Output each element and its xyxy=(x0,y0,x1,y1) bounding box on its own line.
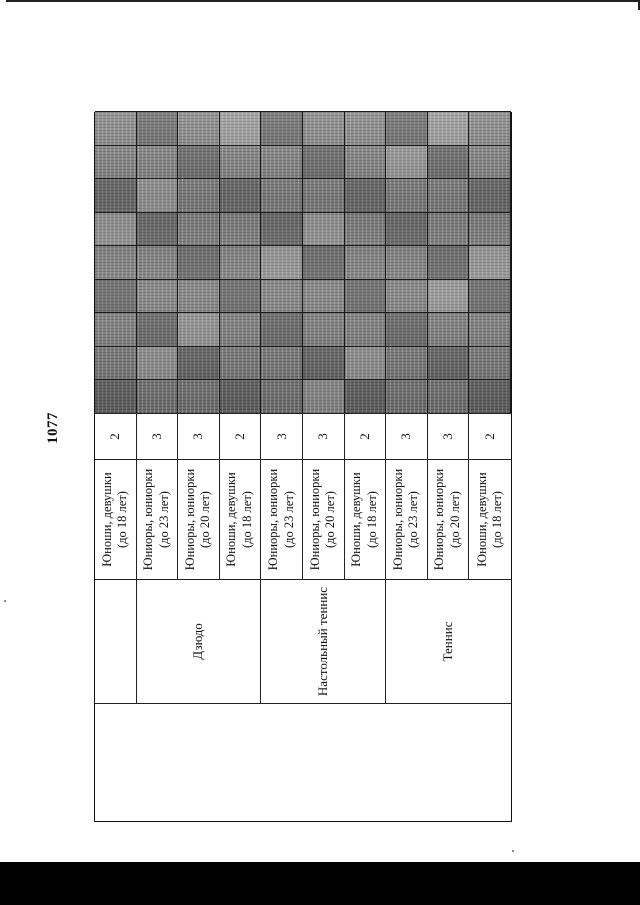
redacted-cell xyxy=(95,379,137,413)
redacted-cell xyxy=(428,212,470,246)
redacted-cell xyxy=(303,279,345,313)
redacted-cell xyxy=(428,379,470,413)
redacted-cell xyxy=(345,212,387,246)
redacted-cell xyxy=(261,145,303,179)
redacted-cell xyxy=(95,279,137,313)
redacted-cell xyxy=(95,212,137,246)
redacted-cell xyxy=(428,279,470,313)
redacted-cell xyxy=(428,346,470,380)
redacted-cell xyxy=(137,279,179,313)
redacted-cell xyxy=(220,379,262,413)
redacted-cell xyxy=(345,178,387,212)
redacted-cell xyxy=(345,245,387,279)
count-cell: 3 xyxy=(137,413,179,459)
redacted-cell xyxy=(178,379,220,413)
results-table xyxy=(94,112,512,822)
redacted-cell xyxy=(469,145,511,179)
redacted-cell xyxy=(137,379,179,413)
count-cell: 2 xyxy=(95,413,137,459)
redacted-cell xyxy=(303,111,345,145)
sport-name-cell: Настольный теннис xyxy=(261,579,386,703)
redacted-cell xyxy=(220,212,262,246)
count-cell: 3 xyxy=(303,413,345,459)
page-number: 1077 xyxy=(45,412,61,444)
redacted-cell xyxy=(345,346,387,380)
redacted-cell xyxy=(137,178,179,212)
scan-speck xyxy=(4,600,6,602)
redacted-cell xyxy=(469,379,511,413)
redacted-cell xyxy=(137,346,179,380)
redacted-cell xyxy=(261,111,303,145)
redacted-cell xyxy=(178,178,220,212)
redacted-cell xyxy=(261,279,303,313)
count-cell: 2 xyxy=(345,413,387,459)
redacted-cell xyxy=(261,212,303,246)
scan-top-border xyxy=(6,0,640,2)
redacted-cell xyxy=(137,111,179,145)
redacted-cell xyxy=(220,279,262,313)
redacted-cell xyxy=(261,379,303,413)
age-group-cell: Юниоры, юниорки (до 20 лет) xyxy=(428,459,470,579)
redacted-cell xyxy=(428,178,470,212)
sport-name-cell: Теннис xyxy=(386,579,511,703)
redacted-cell xyxy=(303,212,345,246)
redacted-cell xyxy=(95,145,137,179)
redacted-cell xyxy=(303,145,345,179)
redacted-cell xyxy=(428,111,470,145)
age-group-cell: Юноши, девушки (до 18 лет) xyxy=(220,459,262,579)
age-group-cell: Юноши, девушки (до 18 лет) xyxy=(345,459,387,579)
redacted-cell xyxy=(386,379,428,413)
redacted-cell xyxy=(220,312,262,346)
redacted-cell xyxy=(220,245,262,279)
count-cell: 3 xyxy=(386,413,428,459)
redacted-cell xyxy=(95,312,137,346)
redacted-cell xyxy=(469,346,511,380)
redacted-cell xyxy=(386,145,428,179)
redacted-cell xyxy=(261,178,303,212)
count-cell: 2 xyxy=(220,413,262,459)
redacted-cell xyxy=(303,178,345,212)
event-cell-blank xyxy=(95,703,511,821)
redacted-cell xyxy=(386,279,428,313)
redacted-cell xyxy=(178,212,220,246)
redacted-cell xyxy=(261,245,303,279)
redacted-cell xyxy=(428,145,470,179)
redacted-cell xyxy=(137,245,179,279)
redacted-cell xyxy=(303,245,345,279)
age-group-cell: Юниоры, юниорки (до 23 лет) xyxy=(137,459,179,579)
redacted-cell xyxy=(386,111,428,145)
redacted-cell xyxy=(137,212,179,246)
redacted-cell xyxy=(95,346,137,380)
redacted-cell xyxy=(386,178,428,212)
age-group-cell: Юниоры, юниорки (до 20 лет) xyxy=(303,459,345,579)
redacted-cell xyxy=(428,312,470,346)
sport-name-cell xyxy=(95,579,137,703)
count-cell: 3 xyxy=(428,413,470,459)
scan-speck xyxy=(512,850,514,852)
redacted-cell xyxy=(178,312,220,346)
redacted-cell xyxy=(261,312,303,346)
redacted-cell xyxy=(345,312,387,346)
redacted-cell xyxy=(178,245,220,279)
rotated-page-content xyxy=(45,112,512,822)
redacted-cell xyxy=(345,379,387,413)
redacted-cell xyxy=(220,346,262,380)
redacted-cell xyxy=(137,312,179,346)
redacted-cell xyxy=(345,279,387,313)
redacted-cell xyxy=(137,145,179,179)
redacted-cell xyxy=(303,312,345,346)
redacted-cell xyxy=(178,279,220,313)
redacted-cell xyxy=(469,212,511,246)
sport-name-cell: Дзюдо xyxy=(137,579,262,703)
age-group-cell: Юниоры, юниорки (до 20 лет) xyxy=(178,459,220,579)
redacted-cell xyxy=(95,245,137,279)
redacted-cell xyxy=(386,245,428,279)
redacted-cell xyxy=(386,212,428,246)
count-cell: 3 xyxy=(261,413,303,459)
redacted-cell xyxy=(220,145,262,179)
redacted-cell xyxy=(469,279,511,313)
redacted-cell xyxy=(469,111,511,145)
redacted-cell xyxy=(178,346,220,380)
redacted-cell xyxy=(95,178,137,212)
redacted-cell xyxy=(220,178,262,212)
age-group-cell: Юноши, девушки (до 18 лет) xyxy=(469,459,511,579)
scan-bottom-bar xyxy=(0,862,640,905)
redacted-cell xyxy=(303,346,345,380)
redacted-cell xyxy=(261,346,303,380)
count-cell: 3 xyxy=(178,413,220,459)
age-group-cell: Юниоры, юниорки (до 23 лет) xyxy=(261,459,303,579)
redacted-cell xyxy=(178,145,220,179)
count-cell: 2 xyxy=(469,413,511,459)
redacted-cell xyxy=(303,379,345,413)
redacted-cell xyxy=(469,245,511,279)
age-group-cell: Юниоры, юниорки (до 23 лет) xyxy=(386,459,428,579)
redacted-cell xyxy=(469,178,511,212)
redacted-cell xyxy=(428,245,470,279)
redacted-cell xyxy=(469,312,511,346)
redacted-cell xyxy=(345,111,387,145)
redacted-cell xyxy=(345,145,387,179)
redacted-scan-area xyxy=(95,111,511,413)
redacted-cell xyxy=(95,111,137,145)
age-group-cell: Юноши, девушки (до 18 лет) xyxy=(95,459,137,579)
redacted-cell xyxy=(220,111,262,145)
redacted-cell xyxy=(386,312,428,346)
redacted-cell xyxy=(178,111,220,145)
redacted-cell xyxy=(386,346,428,380)
